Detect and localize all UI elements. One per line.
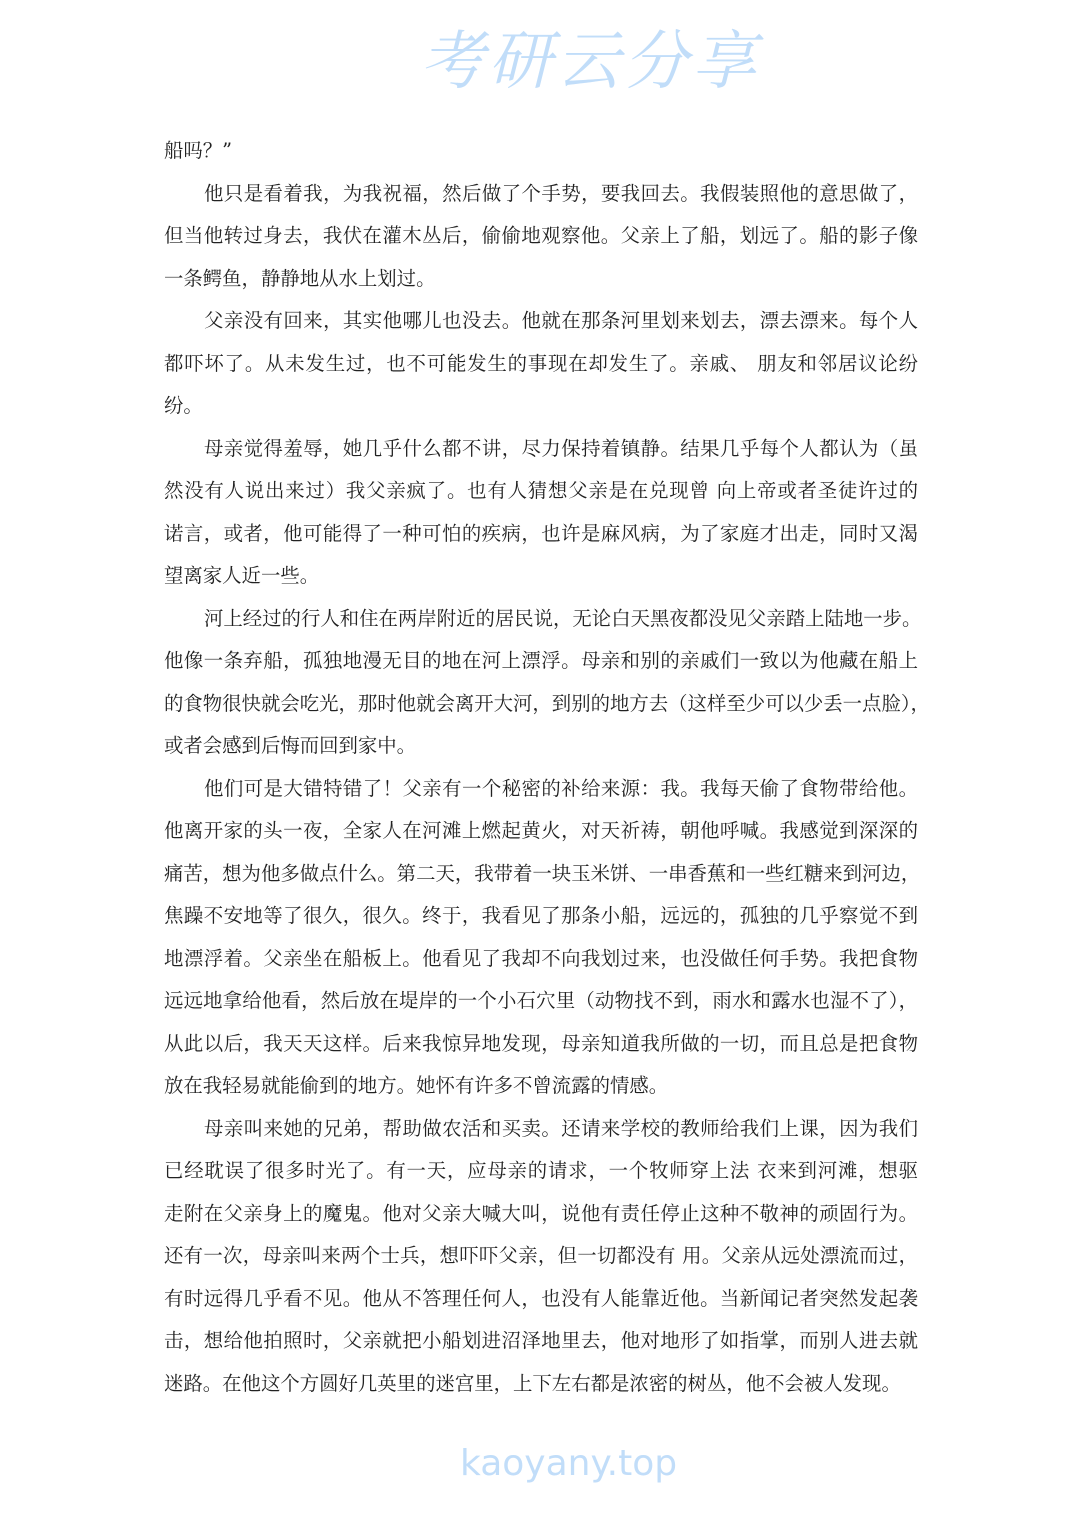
text-line: 纷。 xyxy=(164,394,203,417)
text-line: 母亲觉得羞辱，她几乎什么都不讲，尽力保持着镇静。结果几乎每个人都认为（虽 xyxy=(204,436,918,460)
text-line: 远远地拿给他看，然后放在堤岸的一个小石穴里（动物找不到，雨水和露水也湿不了）， xyxy=(164,989,918,1012)
paragraph xyxy=(164,173,918,301)
paragraph xyxy=(164,598,930,768)
text-line: 然没有人说出来过）我父亲疯了。也有人猜想父亲是在兑现曾 向上帝或者圣徒许过的 xyxy=(164,479,918,502)
watermark-text: 考研云分享 xyxy=(420,25,760,99)
paragraph xyxy=(164,1108,918,1406)
text-line: 焦躁不安地等了很久，很久。终于，我看见了那条小船，远远的，孤独的几乎察觉不到 xyxy=(164,904,918,927)
text-line: 击，想给他拍照时，父亲就把小船划进沼泽地里去，他对地形了如指掌，而别人进去就 xyxy=(164,1329,918,1352)
text-line: 的食物很快就会吃光，那时他就会离开大河，到别的地方去（这样至少可以少丢一点脸）， xyxy=(164,691,930,715)
text-line: 他离开家的头一夜，全家人在河滩上燃起黄火，对天祈祷，朝他呼喊。我感觉到深深的 xyxy=(164,819,918,842)
text-line: 从此以后，我天天这样。后来我惊异地发现，母亲知道我所做的一切，而且总是把食物 xyxy=(164,1031,918,1055)
text-line: 望离家人近一些。 xyxy=(164,564,320,587)
text-line: 他只是看着我，为我祝福，然后做了个手势，要我回去。我假装照他的意思做了， xyxy=(204,181,918,205)
text-line: 还有一次，母亲叫来两个士兵，想吓吓父亲，但一切都没有 用。父亲从远处漂流而过， xyxy=(164,1244,918,1267)
text-line: 父亲没有回来，其实他哪儿也没去。他就在那条河里划来划去，漂去漂来。每个人 xyxy=(204,309,918,332)
text-line: 迷路。在他这个方圆好几英里的迷宫里，上下左右都是浓密的树丛，他不会被人发现。 xyxy=(164,1371,901,1395)
text-line: 放在我轻易就能偷到的地方。她怀有许多不曾流露的情感。 xyxy=(164,1074,669,1097)
paragraph xyxy=(164,300,918,428)
text-line: 已经耽误了很多时光了。有一天，应母亲的请求，一个牧师穿上法 衣来到河滩，想驱 xyxy=(164,1159,918,1182)
text-line: 诺言，或者，他可能得了一种可怕的疾病，也许是麻风病，为了家庭才出走，同时又渴 xyxy=(164,521,918,545)
text-line: 走附在父亲身上的魔鬼。他对父亲大喊大叫，说他有责任停止这种不敬神的顽固行为。 xyxy=(164,1201,918,1225)
watermark-url: kaoyany.top xyxy=(460,1443,678,1484)
text-line: 他像一条弃船，孤独地漫无目的地在河上漂浮。母亲和别的亲戚们一致以为他藏在船上 xyxy=(164,649,918,672)
paragraph xyxy=(164,428,918,598)
document-body xyxy=(164,130,930,1405)
text-line: 或者会感到后悔而回到家中。 xyxy=(164,734,417,757)
text-line: 一条鳄鱼，静静地从水上划过。 xyxy=(164,266,436,290)
text-line: 但当他转过身去，我伏在灌木丛后，偷偷地观察他。父亲上了船，划远了。船的影子像 xyxy=(164,224,918,247)
text-line: 地漂浮着。父亲坐在船板上。他看见了我却不向我划过来，也没做任何手势。我把食物 xyxy=(164,946,918,970)
text-line: 都吓坏了。从未发生过，也不可能发生的事现在却发生了。亲戚、 朋友和邻居议论纷 xyxy=(164,351,918,375)
text-line: 痛苦，想为他多做点什么。第二天，我带着一块玉米饼、一串香蕉和一些红糖来到河边， xyxy=(164,861,921,885)
paragraph xyxy=(164,130,918,173)
paragraph xyxy=(164,768,921,1108)
text-line: 有时远得几乎看不见。他从不答理任何人，也没有人能靠近他。当新闻记者突然发起袭 xyxy=(164,1286,918,1310)
text-line: 船吗？” xyxy=(164,139,233,162)
text-line: 河上经过的行人和住在两岸附近的居民说，无论白天黑夜都没见父亲踏上陆地一步。 xyxy=(204,606,922,630)
text-line: 母亲叫来她的兄弟，帮助做农活和买卖。还请来学校的教师给我们上课，因为我们 xyxy=(204,1116,918,1140)
text-line: 他们可是大错特错了！父亲有一个秘密的补给来源：我。我每天偷了食物带给他。 xyxy=(204,776,918,800)
